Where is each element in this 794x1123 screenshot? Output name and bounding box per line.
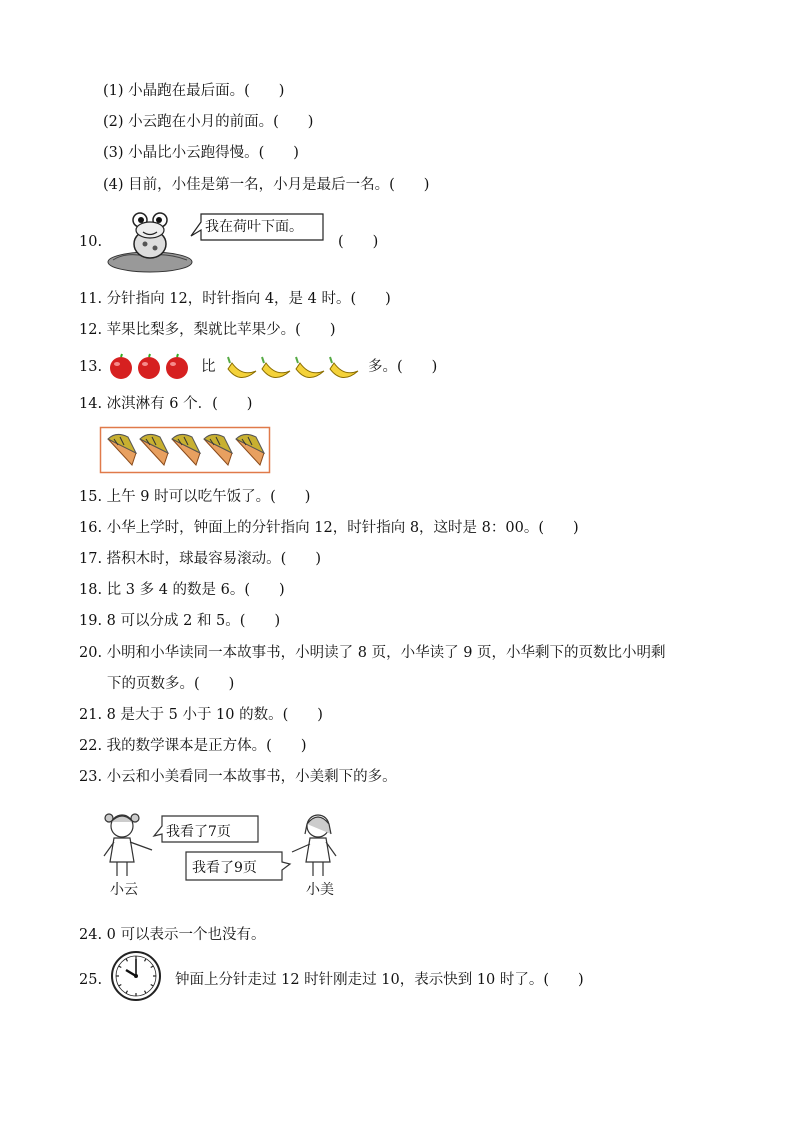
q23-left-speech: 我看了7页 — [166, 824, 231, 840]
q21: 21. 8 是大于 5 小于 10 的数。( ) — [79, 707, 323, 723]
sub-item-1: (1) 小晶跑在最后面。( ) — [103, 83, 285, 99]
q11: 11. 分针指向 12，时针指向 4，是 4 时。( ) — [79, 291, 391, 307]
q23-left-name: 小云 — [110, 882, 138, 898]
apple-icon — [166, 354, 188, 379]
girl-left-figure — [104, 814, 152, 876]
q25-text: 钟面上分针走过 12 时针刚走过 10，表示快到 10 时了。( ) — [175, 972, 584, 988]
apple-icon — [110, 354, 132, 379]
bananas-illustration — [226, 351, 360, 383]
banana-icon — [330, 357, 358, 378]
q23-right-name: 小美 — [306, 882, 334, 898]
q13-number: 13. — [79, 359, 103, 375]
banana-icon — [296, 357, 324, 378]
q19: 19. 8 可以分成 2 和 5。( ) — [79, 613, 281, 629]
q13-compare-word: 比 — [201, 359, 216, 375]
q15: 15. 上午 9 时可以吃午饭了。( ) — [79, 489, 311, 505]
q22: 22. 我的数学课本是正方体。( ) — [79, 738, 307, 754]
q14: 14. 冰淇淋有 6 个．( ) — [79, 396, 253, 412]
q25-number: 25. — [79, 972, 103, 988]
q13-tail: 多。( ) — [368, 359, 438, 375]
q23-right-speech: 我看了9页 — [192, 860, 257, 876]
q23: 23. 小云和小美看同一本故事书，小美剩下的多。 — [79, 769, 397, 785]
q10-number: 10. — [79, 234, 103, 250]
q16: 16. 小华上学时，钟面上的分针指向 12，时针指向 8，这时是 8：00。( ) — [79, 520, 579, 536]
ice-cream-illustration — [100, 427, 270, 473]
q20-line2: 下的页数多。( ) — [107, 676, 235, 692]
clock-icon — [110, 950, 162, 1002]
q20-line1: 20. 小明和小华读同一本故事书，小明读了 8 页，小华读了 9 页，小华剩下的页数比小明剩 — [79, 645, 666, 661]
apples-illustration — [108, 353, 194, 381]
q24: 24. 0 可以表示一个也没有。 — [79, 927, 266, 943]
q17: 17. 搭积木时，球最容易滚动。( ) — [79, 551, 321, 567]
girl-right-figure — [292, 815, 336, 876]
q10-speech: 我在荷叶下面。 — [205, 219, 303, 235]
q18: 18. 比 3 多 4 的数是 6。( ) — [79, 582, 285, 598]
banana-icon — [262, 357, 290, 378]
apple-icon — [138, 354, 160, 379]
sub-item-4: (4) 目前，小佳是第一名，小月是最后一名。( ) — [103, 177, 430, 193]
banana-icon — [228, 357, 256, 378]
sub-item-3: (3) 小晶比小云跑得慢。( ) — [103, 145, 299, 161]
q12: 12. 苹果比梨多，梨就比苹果少。( ) — [79, 322, 336, 338]
sub-item-2: (2) 小云跑在小月的前面。( ) — [103, 114, 314, 130]
q10-paren: ( ) — [338, 234, 379, 250]
